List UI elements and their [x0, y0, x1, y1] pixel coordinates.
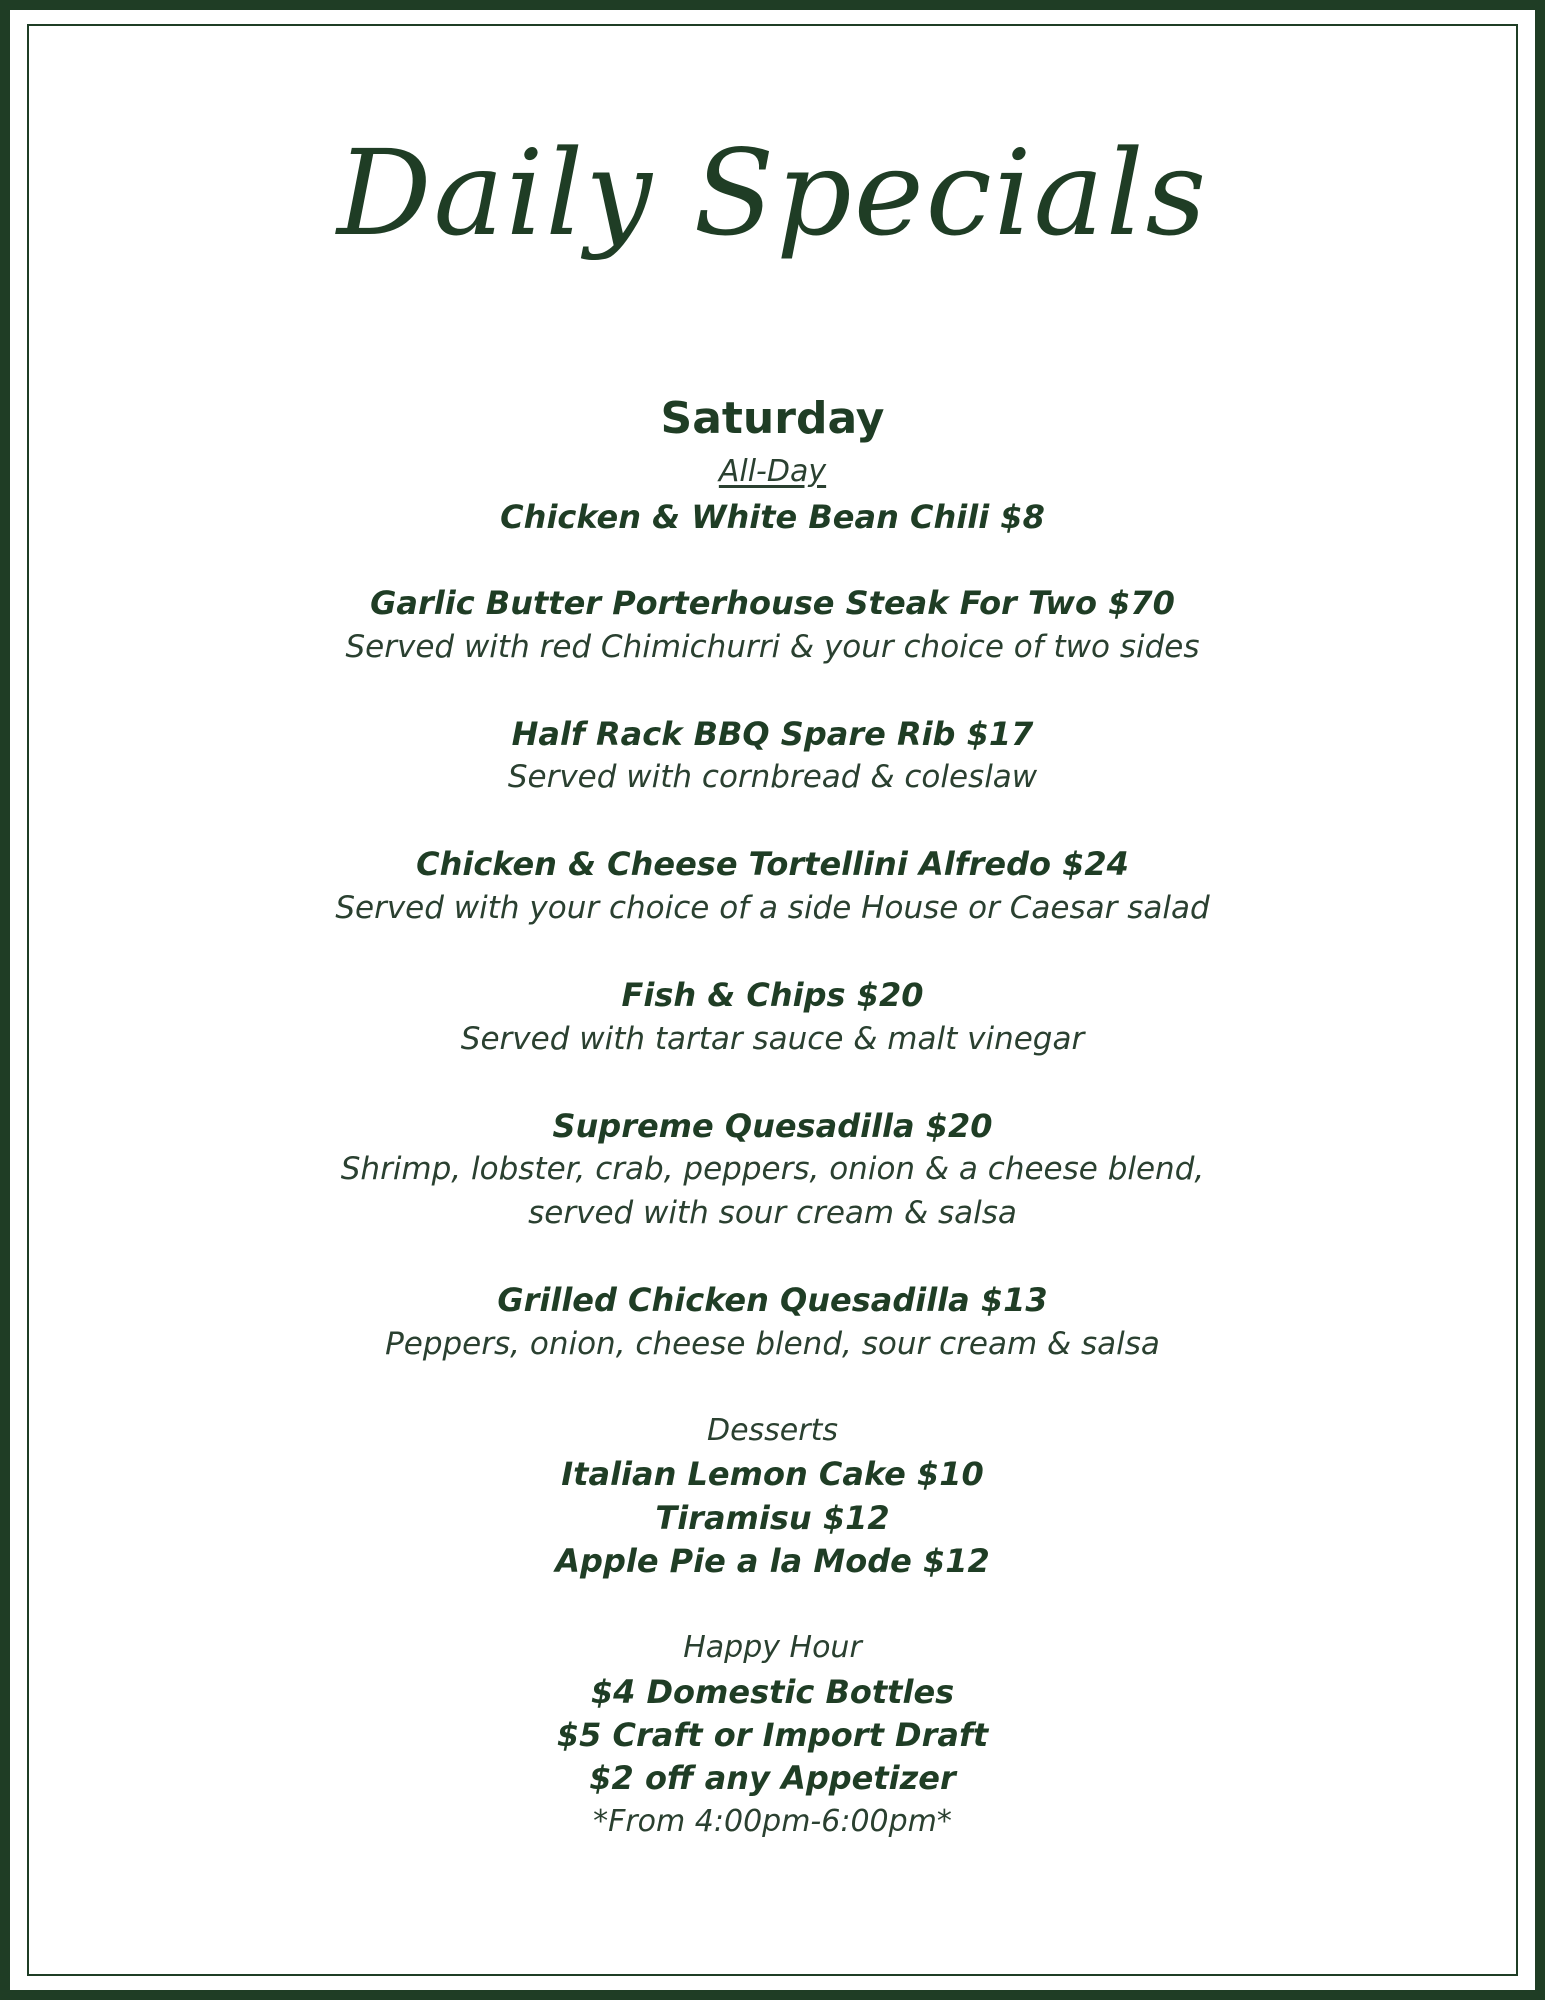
special-item-name: Supreme Quesadilla $20	[552, 1107, 993, 1145]
special-item-description: Served with cornbread & coleslaw	[507, 759, 1038, 795]
special-item-name: Chicken & Cheese Tortellini Alfredo $24	[416, 845, 1129, 883]
all-day-item: Chicken & White Bean Chili $8	[500, 498, 1045, 536]
special-item-name: Grilled Chicken Quesadilla $13	[497, 1281, 1048, 1319]
special-item-description: Shrimp, lobster, crab, peppers, onion & a cheese blend,	[340, 1151, 1205, 1187]
page-title: Daily Specials	[336, 124, 1209, 262]
day-heading: Saturday	[660, 393, 885, 444]
special-item-description: Served with red Chimichurri & your choice of two sides	[345, 629, 1200, 665]
happy-hour-item: $5 Craft or Import Draft	[556, 1716, 989, 1754]
dessert-item: Apple Pie a la Mode $12	[555, 1542, 990, 1580]
happy-hour-time-note: *From 4:00pm-6:00pm*	[593, 1804, 952, 1839]
special-item-description: Served with tartar sauce & malt vinegar	[460, 1021, 1085, 1057]
desserts-heading: Desserts	[706, 1413, 838, 1448]
happy-hour-heading: Happy Hour	[683, 1630, 862, 1665]
special-item-name: Half Rack BBQ Spare Rib $17	[511, 715, 1034, 753]
happy-hour-item: $4 Domestic Bottles	[590, 1673, 955, 1711]
dessert-item: Italian Lemon Cake $10	[561, 1455, 984, 1493]
special-item-description: Served with your choice of a side House or Caesar salad	[335, 890, 1210, 926]
special-item-name: Fish & Chips $20	[621, 976, 924, 1014]
special-item-description: served with sour cream & salsa	[528, 1195, 1017, 1231]
special-item-description: Peppers, onion, cheese blend, sour cream & salsa	[385, 1326, 1160, 1362]
all-day-label: All-Day	[718, 454, 827, 489]
happy-hour-item: $2 off any Appetizer	[589, 1759, 956, 1797]
special-item-name: Garlic Butter Porterhouse Steak For Two $70	[370, 584, 1175, 622]
dessert-item: Tiramisu $12	[655, 1499, 890, 1537]
